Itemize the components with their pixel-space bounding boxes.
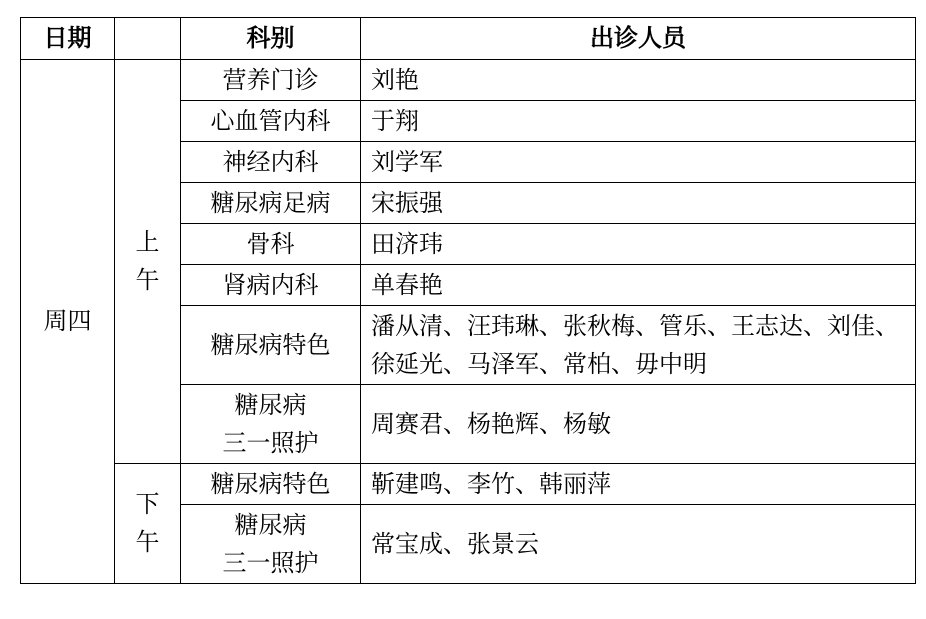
staff-cell: 靳建鸣、李竹、韩丽萍 [361, 464, 916, 505]
header-row [21, 18, 916, 60]
department-cell: 神经内科 [181, 142, 361, 183]
table-row [21, 464, 916, 505]
staff-cell: 刘艳 [361, 60, 916, 101]
period-afternoon-cell [115, 464, 181, 584]
department-line-1: 糖尿病 [234, 510, 307, 539]
department-cell: 糖尿病特色 [181, 464, 361, 505]
staff-cell: 宋振强 [361, 183, 916, 224]
staff-cell: 刘学军 [361, 142, 916, 183]
period-afternoon-label: 下午 [135, 490, 160, 556]
staff-cell: 常宝成、张景云 [361, 505, 916, 584]
department-cell: 心血管内科 [181, 101, 361, 142]
period-morning-cell [115, 60, 181, 464]
staff-cell: 于翔 [361, 101, 916, 142]
department-cell: 营养门诊 [181, 60, 361, 101]
header-date: 日期 [21, 18, 115, 60]
department-cell [181, 505, 361, 584]
department-cell: 糖尿病足病 [181, 183, 361, 224]
department-cell: 糖尿病特色 [181, 306, 361, 385]
department-line-2: 三一照护 [222, 549, 319, 577]
department-two-line [223, 386, 319, 463]
department-line-2: 三一照护 [222, 429, 319, 457]
department-two-line [223, 506, 319, 583]
staff-cell: 田济玮 [361, 224, 916, 265]
period-morning-label: 上午 [135, 228, 160, 294]
department-cell: 骨科 [181, 224, 361, 265]
header-department: 科别 [181, 18, 361, 60]
header-period [115, 18, 181, 60]
header-staff: 出诊人员 [361, 18, 916, 60]
staff-text: 潘从清、汪玮琳、张秋梅、管乐、王志达、刘佳、徐延光、马泽军、常柏、毋中明 [371, 311, 899, 378]
staff-cell [361, 306, 916, 385]
department-cell [181, 385, 361, 464]
staff-cell: 单春艳 [361, 265, 916, 306]
table-row [21, 60, 916, 101]
day-cell: 周四 [21, 60, 115, 584]
staff-cell: 周赛君、杨艳辉、杨敏 [361, 385, 916, 464]
department-cell: 肾病内科 [181, 265, 361, 306]
department-line-1: 糖尿病 [234, 390, 307, 419]
outpatient-schedule-table [20, 17, 916, 584]
